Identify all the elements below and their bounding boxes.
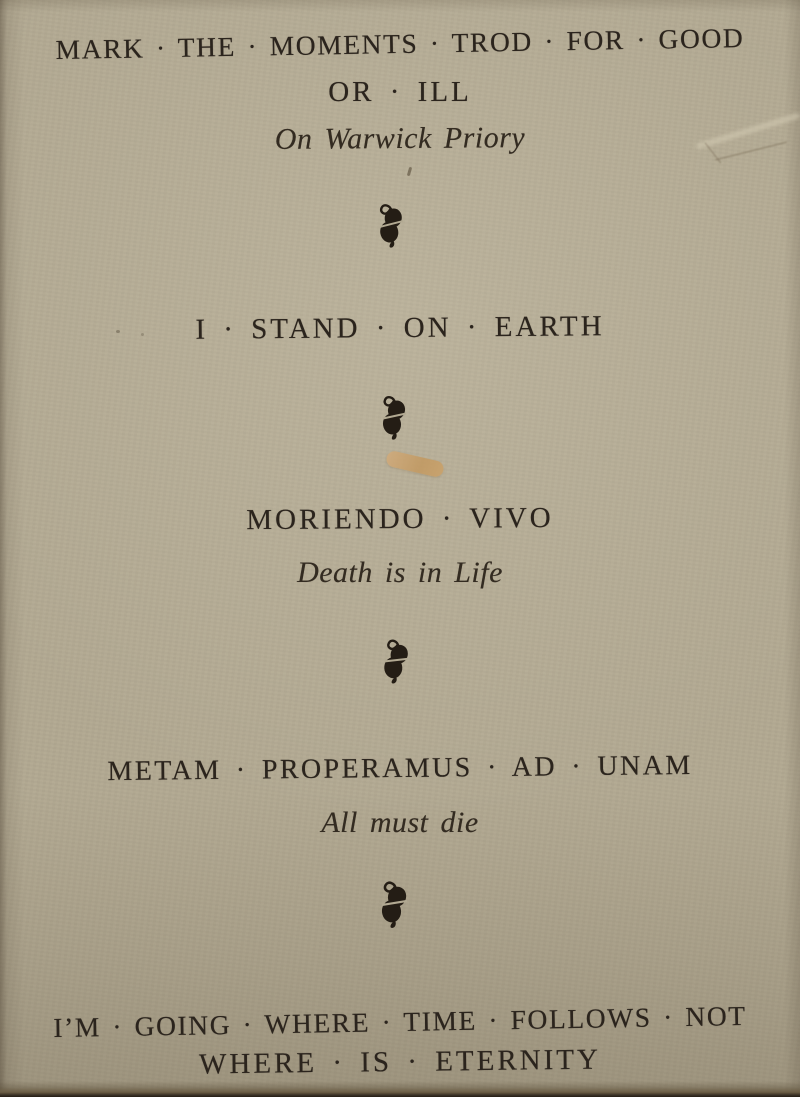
- ink-speck: [407, 167, 412, 176]
- motto-line: I’M · GOING · WHERE · TIME · FOLLOWS · NOT: [53, 999, 747, 1044]
- motto-line: OR · ILL: [328, 76, 472, 108]
- motto-translation: All must die: [321, 806, 479, 839]
- motto-line: I · STAND · ON · EARTH: [195, 310, 605, 346]
- motto-line: WHERE · IS · ETERNITY: [198, 1043, 602, 1081]
- motto-translation: Death is in Life: [297, 556, 503, 589]
- fleuron-leaf-icon: [379, 636, 414, 687]
- fleuron-leaf-icon: [379, 393, 409, 441]
- fleuron-leaf-icon: [377, 878, 411, 930]
- motto-line: MORIENDO · VIVO: [246, 501, 554, 537]
- motto-line: MARK · THE · MOMENTS · TROD · FOR · GOOD: [55, 21, 745, 66]
- motto-translation: On Warwick Priory: [274, 121, 526, 156]
- fleuron-leaf-icon: [375, 200, 407, 249]
- motto-line: METAM · PROPERAMUS · AD · UNAM: [107, 749, 693, 788]
- paper-stain: [385, 450, 445, 479]
